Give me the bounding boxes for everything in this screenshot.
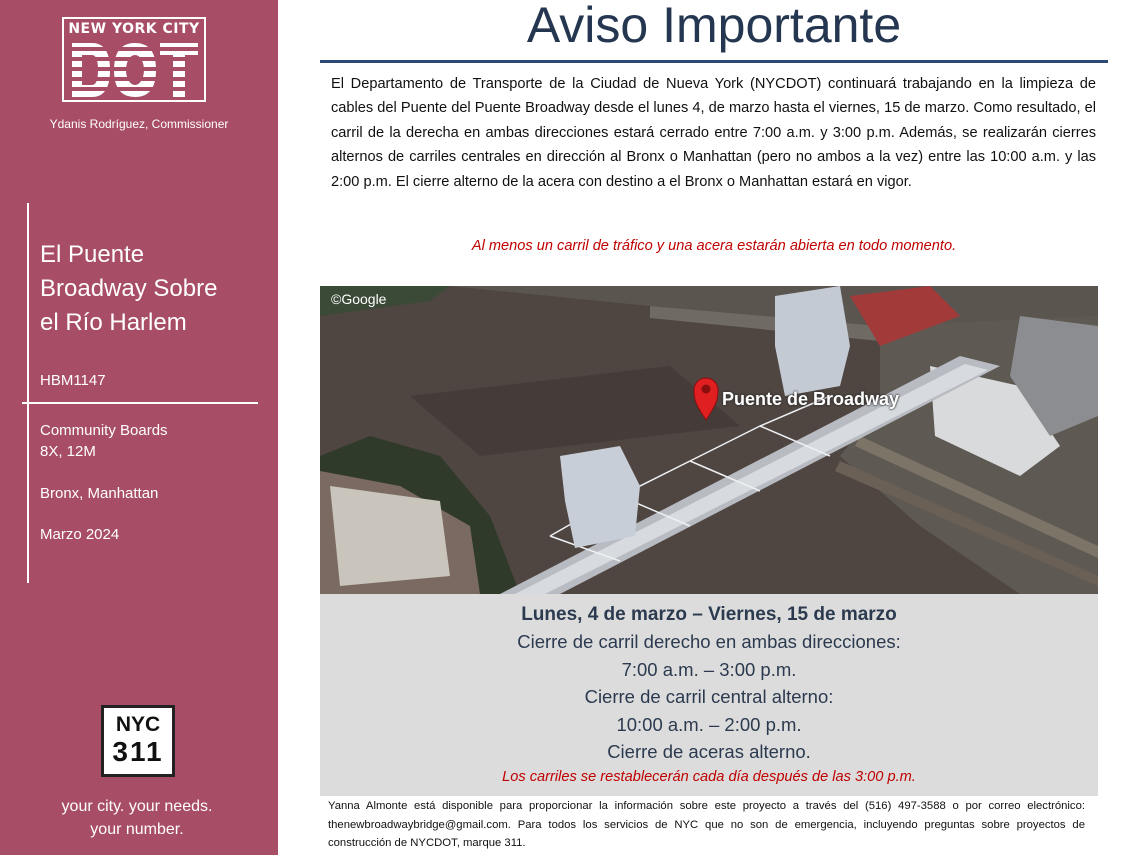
logo-top-text: NEW YORK CITY [68,21,200,37]
sidebar-horizontal-rule [22,402,258,404]
title-rule [320,60,1108,63]
map-pin-label: Puente de Broadway [722,389,900,409]
notice-date: Marzo 2024 [40,526,120,543]
boroughs: Bronx, Manhattan [40,485,159,502]
schedule-line: Cierre de aceras alterno. [607,741,811,762]
bridge-title [40,238,265,340]
photo-credit: ©Google [331,291,387,307]
restore-note: Los carriles se restablecerán cada día después de las 3:00 p.m. [502,768,916,785]
bridge-title-line: el Río Harlem [40,309,187,336]
tagline-line1: your city. your needs. [61,798,213,815]
schedule-box [320,594,1098,796]
community-boards-value: 8X, 12M [40,443,96,460]
schedule-line: 7:00 a.m. – 3:00 p.m. [621,658,797,680]
nyc-dot-logo [62,17,206,102]
schedule-line: 10:00 a.m. – 2:00 p.m. [616,713,802,735]
nyc311-line2: 311 [112,736,164,767]
aerial-photo-graphic [320,286,1098,594]
nyc311-logo [101,705,175,777]
bridge-title-line: Broadway Sobre [40,275,218,302]
contact-footer: Yanna Almonte está disponible para proporcionar la información sobre este proyecto a través del (516) 497-3588 o por correo electrónico: thenewbroadwaybridge@gmail.com. Para todos los servicios de NYC que no son de emergencia, incluyendo preguntas sobre proyectos de construcción de NYCDOT, marque 311. [328,800,1085,849]
project-id: HBM1147 [40,372,106,389]
aerial-photo [320,286,1098,594]
commissioner-name: Ydanis Rodríguez, Commissioner [49,117,229,131]
sidebar [0,0,278,855]
open-lane-note: Al menos un carril de tráfico y una acera estarán abierta en todo momento. [471,238,957,254]
schedule-line: Cierre de carril derecho en ambas direcciones: [517,631,901,652]
page-title: Aviso Importante [526,0,902,53]
nyc311-line1: NYC [115,713,161,736]
community-boards-label: Community Boards [40,422,168,439]
dot-logo-icon [70,41,200,99]
tagline-line2: your number. [90,821,184,838]
schedule-line: Cierre de carril central alterno: [584,686,834,707]
schedule-date-range: Lunes, 4 de marzo – Viernes, 15 de marzo [521,604,897,625]
tagline [0,795,274,841]
bridge-title-line: El Puente [40,241,145,268]
sidebar-vertical-rule [27,203,29,583]
notice-paragraph: El Departamento de Transporte de la Ciudad de Nueva York (NYCDOT) continuará trabajando en la limpieza de cables del Puente del Puente Broadway desde el lunes 4, de marzo hasta el viernes, 15 de marzo. Como resultado, el carril de la derecha en ambas direcciones estará cerrado entre 7:00 a.m. y 3:00 p.m. Además, se realizarán cierres alternos de carriles centrales en dirección al Bronx o Manhattan (pero no ambos a la vez) entre las 10:00 a.m. y las 2:00 p.m. El cierre alterno de la acera con destino a el Bronx o Manhattan estará en vigor. [331,76,1096,190]
